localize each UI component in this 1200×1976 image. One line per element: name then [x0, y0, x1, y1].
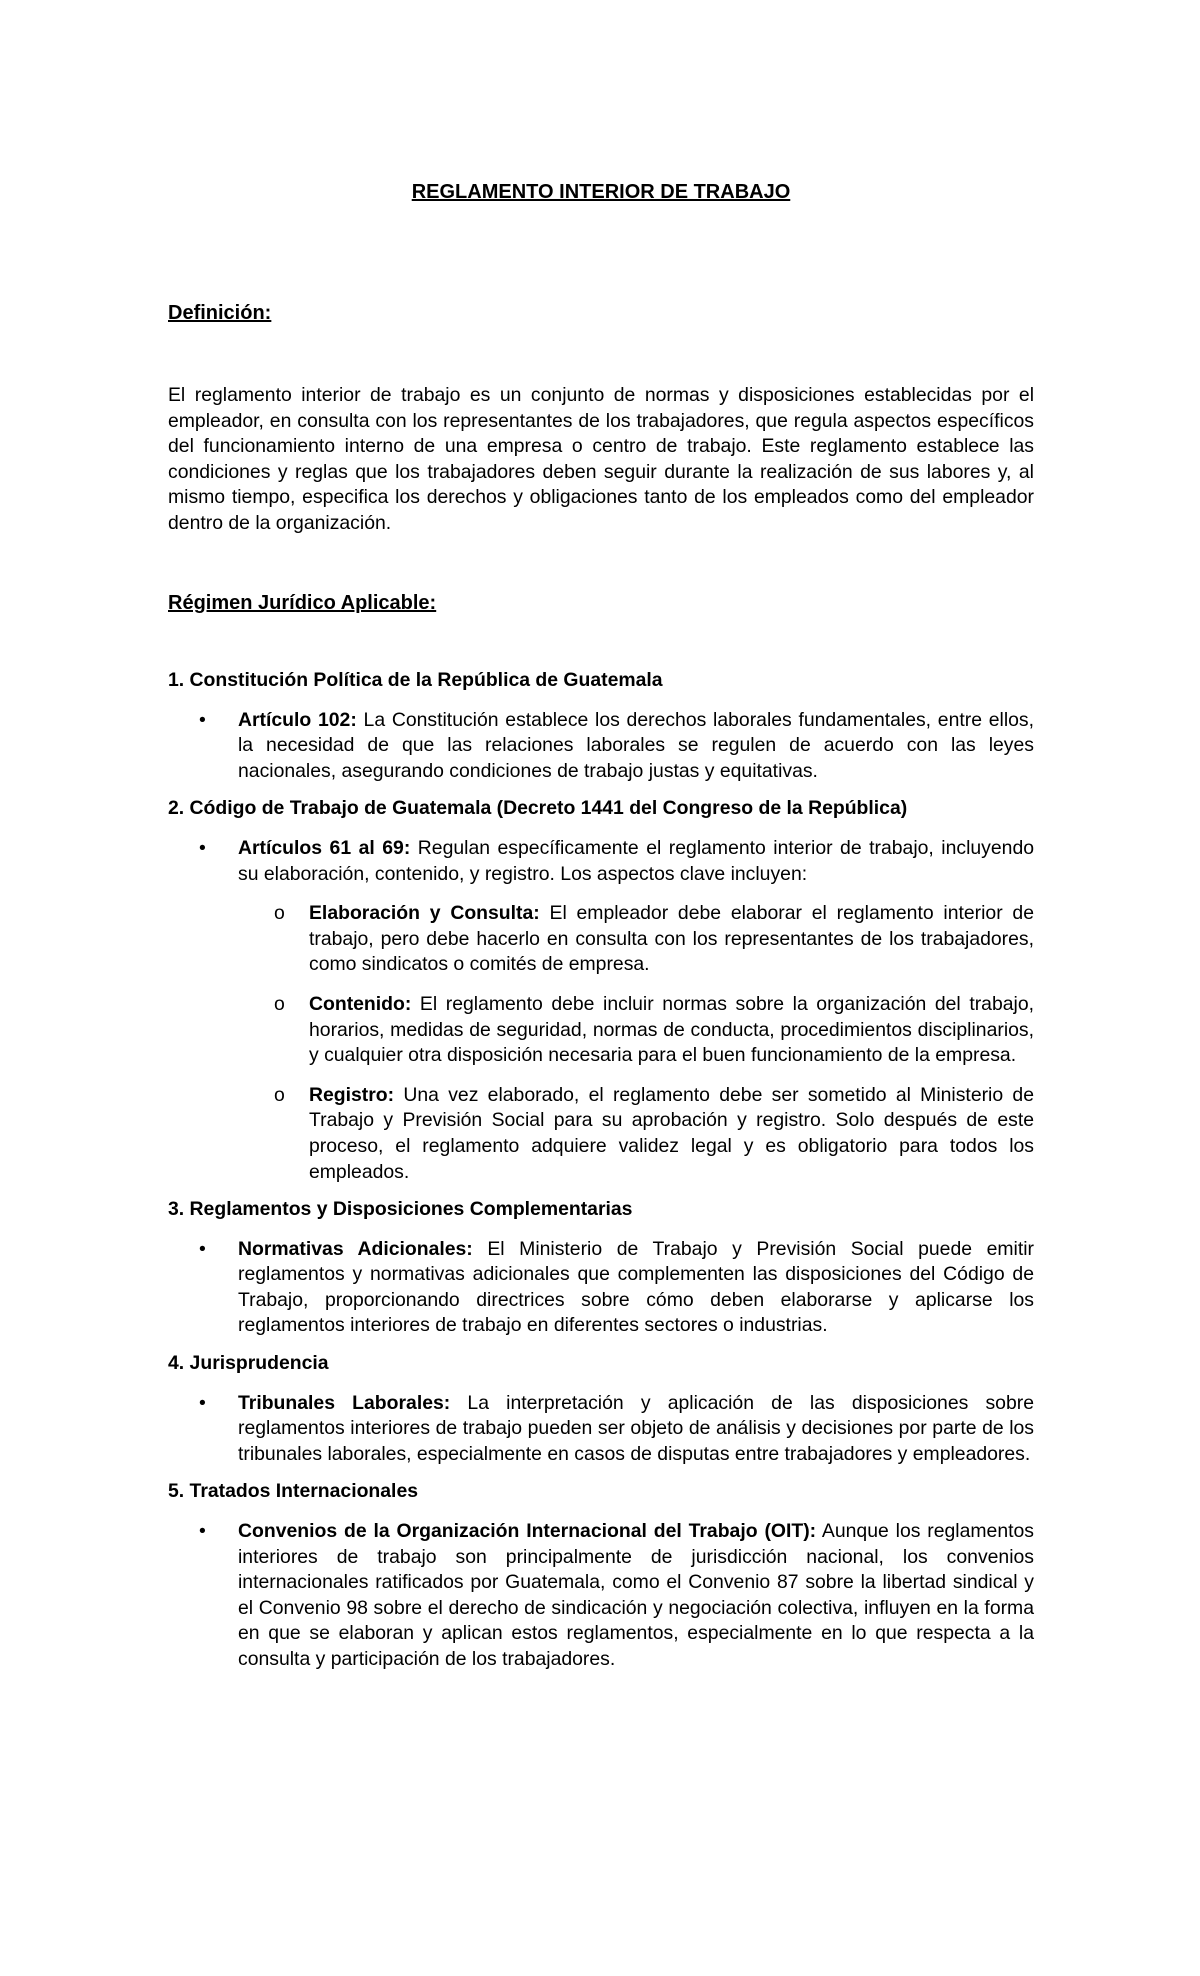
document-title: REGLAMENTO INTERIOR DE TRABAJO: [411, 181, 791, 203]
list-item: [168, 1391, 1034, 1468]
bullet-list: [168, 708, 1034, 785]
sub-list-item: [168, 992, 1034, 1069]
section-heading-codigo-trabajo: 2. Código de Trabajo de Guatemala (Decreto 1441 del Congreso de la República): [168, 797, 908, 820]
regimen-heading: Régimen Jurídico Aplicable:: [168, 592, 437, 614]
bullet-label: Artículos 61 al 69:: [238, 836, 411, 859]
circle-bullet-icon: o: [274, 1083, 285, 1106]
bullet-text: Aunque los reglamentos interiores de trabajo son principalmente de jurisdicción nacional, los convenios internacionales ratificados por Guatemala, como el Convenio 87 sobre la libertad sindical y el Convenio 98 sobre el derecho de sindicación y negociación colectiva, influyen en la forma en que se elaboran y aplican estos reglamentos, especialmente en lo que respecta a la consulta y participación de los trabajadores.: [238, 1520, 1034, 1670]
sub-item-label: Registro:: [309, 1083, 395, 1106]
section-heading-jurisprudencia: 4. Jurisprudencia: [168, 1352, 329, 1375]
definition-paragraph: El reglamento interior de trabajo es un conjunto de normas y disposiciones establecidas por el empleador, en consulta con los representantes de los trabajadores, que regula aspectos específicos del funcionamiento interno de una empresa o centro de trabajo. Este reglamento establece las condiciones y reglas que los trabajadores deben seguir durante la realización de sus labores y, al mismo tiempo, especifica los derechos y obligaciones tanto de los empleados como del empleador dentro de la organización.: [168, 384, 1034, 534]
bullet-list: [168, 1391, 1034, 1468]
sub-item-text: El reglamento debe incluir normas sobre la organización del trabajo, horarios, medidas de seguridad, normas de conducta, procedimientos disciplinarios, y cualquier otra disposición necesaria para el buen funcionamiento de la empresa.: [309, 992, 1034, 1067]
bullet-text: La Constitución establece los derechos laborales fundamentales, entre ellos, la necesidad de que las relaciones laborales se regulen de acuerdo con las leyes nacionales, asegurando condiciones de trabajo justas y equitativas.: [238, 708, 1035, 782]
sub-item-label: Elaboración y Consulta:: [309, 902, 540, 925]
bullet-label: Normativas Adicionales:: [238, 1237, 473, 1260]
sub-list: [168, 901, 1034, 1185]
section-heading-tratados: 5. Tratados Internacionales: [168, 1480, 419, 1503]
list-item: [168, 708, 1034, 785]
bullet-label: Artículo 102:: [238, 708, 357, 731]
bullet-label: Tribunales Laborales:: [238, 1391, 451, 1414]
bullet-text: Regulan específicamente el reglamento interior de trabajo, incluyendo su elaboración, contenido, y registro. Los aspectos clave incluyen:: [238, 836, 1035, 885]
sub-item-text: Una vez elaborado, el reglamento debe ser sometido al Ministerio de Trabajo y Previsión Social para su aprobación y registro. Solo después de este proceso, el reglamento adquiere validez legal y es obligatorio para todos los empleados.: [309, 1083, 1034, 1183]
bullet-text: El Ministerio de Trabajo y Previsión Social puede emitir reglamentos y normativas adicionales que complementen las disposiciones del Código de Trabajo, proporcionando directrices sobre cómo deben elaborarse y aplicarse los reglamentos interiores de trabajo en diferentes sectores o industrias.: [238, 1237, 1034, 1337]
sub-item-text: El empleador debe elaborar el reglamento interior de trabajo, pero debe hacerlo en consulta con los representantes de los trabajadores, como sindicatos o comités de empresa.: [309, 902, 1035, 976]
bullet-list: [168, 836, 1034, 887]
circle-bullet-icon: o: [274, 902, 285, 925]
sub-item-label: Contenido:: [309, 992, 412, 1015]
definition-heading: Definición:: [168, 302, 272, 324]
section-heading-reglamentos: 3. Reglamentos y Disposiciones Complementarias: [168, 1198, 633, 1221]
sub-list-item: [168, 901, 1034, 978]
circle-bullet-icon: o: [274, 992, 285, 1015]
bullet-icon: •: [199, 708, 206, 731]
legal-framework-list: [168, 668, 1034, 1673]
bullet-text: La interpretación y aplicación de las disposiciones sobre reglamentos interiores de trabajo pueden ser objeto de análisis y decisiones por parte de los tribunales laborales, especialmente en casos de disputas entre trabajadores y empleadores.: [238, 1391, 1034, 1465]
bullet-icon: •: [199, 1520, 206, 1543]
list-item: [168, 1519, 1034, 1673]
section-heading-constitution: 1. Constitución Política de la República de Guatemala: [168, 669, 663, 691]
list-item: [168, 836, 1034, 887]
bullet-icon: •: [199, 1391, 206, 1414]
bullet-list: [168, 1237, 1034, 1339]
bullet-list: [168, 1519, 1034, 1673]
sub-list-item: [168, 1083, 1034, 1185]
bullet-icon: •: [199, 836, 206, 859]
bullet-icon: •: [199, 1237, 206, 1260]
list-item: [168, 1237, 1034, 1339]
bullet-label: Convenios de la Organización Internacional del Trabajo (OIT):: [238, 1520, 817, 1543]
